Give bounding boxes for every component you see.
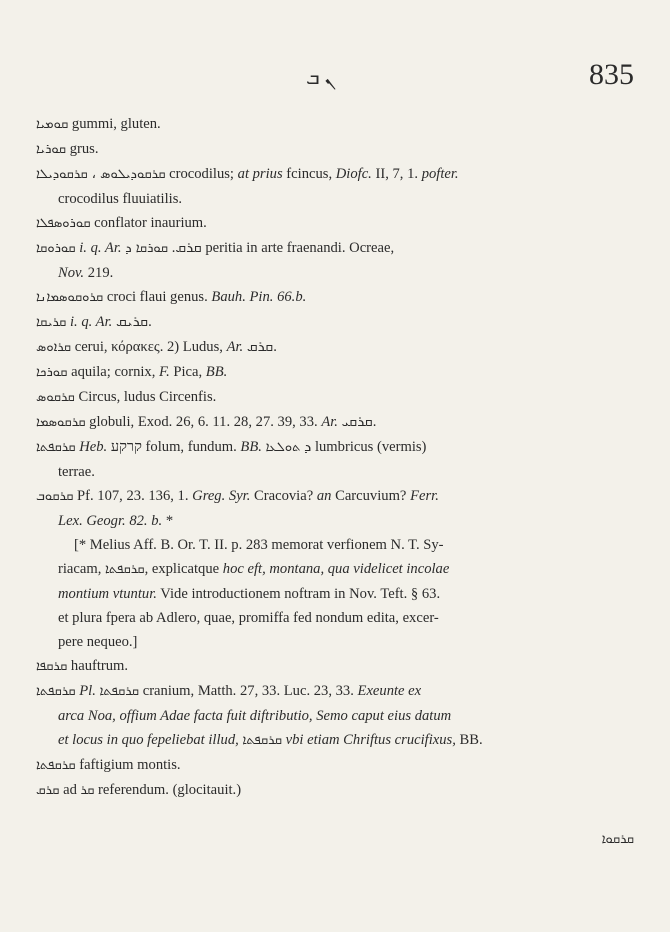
- entry-text: ܕ: [261, 439, 312, 455]
- entry-text: fcincus,: [282, 166, 336, 182]
- syriac-headword: ܩܪܩܦܬܐ: [36, 758, 76, 773]
- syriac-headword: ܩܪܩܦܬܐ: [242, 733, 282, 748]
- entry-line: [36, 582, 636, 606]
- entry-text: Circus, ludus Circenfis.: [74, 389, 217, 405]
- syriac-headword: ܩܪܩܘܣܡܐ: [36, 415, 86, 430]
- entry-text: globuli, Exod. 26, 6. 11. 28, 27. 39, 33.: [85, 414, 322, 430]
- entry-text: Bauh. Pin. 66.b.: [211, 289, 307, 305]
- entry-text: BB.: [205, 364, 228, 380]
- entry-list: [36, 112, 636, 803]
- entry-text: an: [316, 488, 332, 504]
- entry-line: [36, 335, 636, 360]
- entry-line: [36, 310, 636, 335]
- entry-line: [36, 385, 636, 410]
- syriac-headword: ܩܪ: [80, 783, 95, 798]
- entry-text: conflator inaurium.: [90, 215, 207, 231]
- syriac-headword: ܩܘܡܝܐ: [36, 117, 69, 132]
- syriac-headword: ܩܪܝܩܐ: [36, 315, 67, 330]
- entry-text: terrae.: [58, 464, 95, 480]
- entry-text: Ar.: [226, 339, 244, 355]
- syriac-headword: ܩܪܘܩܘܣܡܐܢܐ: [36, 290, 104, 305]
- entry-text: i. q. Ar.: [70, 314, 113, 330]
- entry-text: cerui, κόρακες. 2) Ludus,: [71, 339, 227, 355]
- entry-text: grus.: [66, 141, 99, 157]
- syriac-headword: ܩܪܩܦܬܐ: [105, 562, 145, 577]
- entry-line: [36, 557, 636, 582]
- entry-line: [36, 704, 636, 728]
- entry-text: 219.: [84, 265, 114, 281]
- entry-text: Carcuvium?: [331, 488, 411, 504]
- syriac-headword: ܩܪܐܘܣ: [36, 340, 72, 355]
- entry-line: [36, 261, 636, 285]
- entry-line: [36, 187, 636, 211]
- entry-text: referendum. (glocitauit.): [94, 782, 242, 798]
- entry-text: aquila; cornix,: [67, 364, 160, 380]
- page-number: 835: [589, 58, 634, 91]
- entry-text: Lex. Geogr. 82. b.: [58, 513, 163, 529]
- entry-line: [36, 162, 636, 187]
- entry-line: [36, 654, 636, 679]
- entry-text: hauftrum.: [67, 658, 129, 674]
- entry-text: hoc eft, montana, qua videlicet incolae: [222, 561, 450, 577]
- syriac-headword: ܩܪܩܦܐ: [36, 659, 68, 674]
- entry-text: pere nequeo.]: [58, 634, 138, 650]
- entry-line: [36, 236, 636, 261]
- entry-line: [36, 460, 636, 484]
- syriac-headword: ܩܪܩܦܬܐ: [99, 684, 140, 699]
- syriac-headword: ܩܪܩܘܣ: [36, 390, 75, 405]
- entry-text: [* Melius Aff. B. Or. T. II. p. 283 memorat verfionem N. T. Sy-: [74, 537, 444, 553]
- entry-text: *: [162, 513, 174, 529]
- entry-text: Ferr.: [410, 488, 439, 504]
- entry-line: [36, 360, 636, 385]
- entry-text: ܩܪܝܩ.: [112, 314, 152, 330]
- entry-line: [36, 728, 636, 753]
- syriac-headword: ܩܪܩܘܒ: [36, 489, 74, 504]
- entry-text: Nov.: [58, 265, 85, 281]
- syriac-headword: ܩܪܩܦܬܐ: [36, 684, 76, 699]
- syriac-headword: ܩܘܪܝܐ: [36, 142, 67, 157]
- entry-line: [36, 285, 636, 310]
- entry-text: et plura fpera ab Adlero, quae, promiffa fed nondum edita, excer-: [58, 610, 439, 626]
- entry-text: F.: [159, 364, 170, 380]
- entry-line: [36, 630, 636, 654]
- entry-line: [36, 679, 636, 704]
- entry-text: cranium, Matth. 27, 33. Luc. 23, 33.: [139, 683, 358, 699]
- entry-line: [36, 410, 636, 435]
- entry-line: [36, 112, 636, 137]
- syriac-headword: ܩܘܪܟܐ: [36, 365, 68, 380]
- entry-text: riacam,: [58, 561, 105, 577]
- entry-text: Greg. Syr.: [192, 488, 251, 504]
- entry-text: croci flaui genus.: [103, 289, 212, 305]
- catchword: ܩܪܩܘܐ: [601, 832, 634, 847]
- entry-text: gummi, gluten.: [68, 116, 161, 132]
- entry-line: [36, 533, 636, 557]
- running-header-mark: ܢ ܒ: [306, 67, 336, 89]
- entry-text: ad: [59, 782, 81, 798]
- entry-text: montium vtuntur.: [58, 586, 157, 602]
- syriac-headword: ܬܘܠܥܐ: [265, 440, 301, 455]
- entry-text: Pl.: [79, 683, 96, 699]
- entry-text: ܩܪܩ.: [121, 240, 202, 256]
- entry-text: lumbricus (vermis): [311, 439, 427, 455]
- syriac-headword: ܩܪܩܦܬܐ: [36, 440, 76, 455]
- entry-text: pofter.: [421, 166, 459, 182]
- syriac-headword: ܩܘܪܩܐ ܕ: [125, 241, 169, 256]
- entry-text: vbi etiam Chriftus crucifixus,: [281, 732, 456, 748]
- entry-text: at prius: [237, 166, 283, 182]
- entry-text: i. q. Ar.: [79, 240, 122, 256]
- entry-line: [36, 778, 636, 803]
- entry-text: Ar.: [321, 414, 338, 430]
- entry-text: faftigium montis.: [75, 757, 181, 773]
- entry-text: II, 7, 1.: [371, 166, 422, 182]
- entry-text: arca Noa, offium Adae facta fuit diftributio, Semo caput eius datum: [58, 708, 452, 724]
- entry-text: , explicatque: [144, 561, 223, 577]
- entry-line: [36, 211, 636, 236]
- entry-text: BB.: [240, 439, 262, 455]
- entry-line: [36, 484, 636, 509]
- entry-text: Exeunte ex: [357, 683, 422, 699]
- entry-text: Heb.: [79, 439, 108, 455]
- entry-line: [36, 753, 636, 778]
- entry-text: crocodilus fluuiatilis.: [58, 191, 183, 207]
- entry-text: BB.: [455, 732, 483, 748]
- entry-text: ܩܪܩ.: [243, 339, 277, 355]
- entry-line: [36, 137, 636, 162]
- entry-text: peritia in arte fraenandi. Ocreae,: [201, 240, 395, 256]
- entry-text: ܩܪܩܝ.: [337, 414, 377, 430]
- entry-text: crocodilus;: [165, 166, 238, 182]
- entry-line: [36, 606, 636, 630]
- entry-text: Vide introductionem noftram in Nov. Teft. § 63.: [156, 586, 441, 602]
- syriac-headword: ܩܪܩ: [36, 783, 60, 798]
- entry-text: Pf. 107, 23. 136, 1.: [73, 488, 193, 504]
- entry-line: [36, 509, 636, 533]
- syriac-headword: ܩܪܩܘܕܝܠܘܣ ، ܩܪܩܘܕܝܠܐ: [36, 167, 166, 182]
- entry-text: קרקע folum, fundum.: [107, 439, 241, 455]
- syriac-headword: ܩܘܪܘܣܦܠܐ: [36, 216, 91, 231]
- syriac-headword: ܩܘܪܘܩܐ: [36, 241, 76, 256]
- entry-text: Pica,: [169, 364, 206, 380]
- entry-text: Diofc.: [335, 166, 372, 182]
- entry-line: [36, 435, 636, 460]
- entry-text: et locus in quo fepeliebat illud,: [58, 732, 243, 748]
- entry-text: Cracovia?: [250, 488, 317, 504]
